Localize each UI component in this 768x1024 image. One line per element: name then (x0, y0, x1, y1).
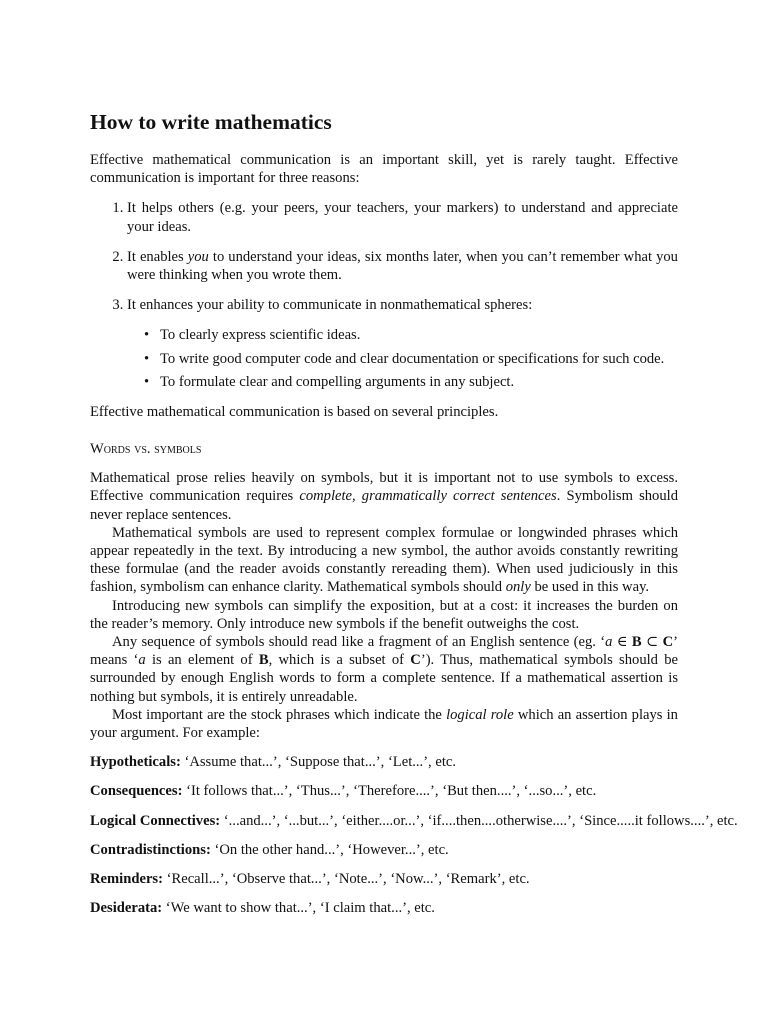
math-symbol: B (258, 652, 269, 669)
paragraph-text: which an assertion plays in your argument. For example: (90, 706, 678, 742)
paragraph-text: ’). Thus, mathematical symbols should be surrounded by enough English words to form a complete sentence. If a mathematical assertion is nothing but symbols, it is entirely unreadable. (90, 652, 679, 705)
reason-text: It enables (127, 248, 188, 265)
phrase-examples: ‘Assume that...’, ‘Suppose that...’, ‘Let...’, etc. (184, 754, 457, 771)
list-item (90, 812, 750, 830)
math-symbol: C (662, 634, 674, 651)
reason-emphasis: you (187, 248, 209, 265)
paragraph-text: , which is a subset of (268, 652, 411, 669)
phrase-examples: ‘Recall...’, ‘Observe that...’, ‘Note...’, ‘Now...’, ‘Remark’, etc. (166, 871, 530, 888)
list-item (90, 870, 750, 888)
reason-item (127, 248, 678, 284)
math-symbol: a (605, 634, 613, 651)
reason-text: It helps others (e.g. your peers, your teachers, your markers) to understand and appreciate your ideas. (127, 200, 678, 235)
paragraph-text: Most important are the stock phrases which indicate the (112, 706, 447, 723)
section-heading: Words vs. symbols (90, 441, 202, 458)
paragraph-text: is an element of (145, 652, 259, 669)
page-title: How to write mathematics (90, 110, 332, 134)
list-item (90, 782, 750, 800)
list-item (144, 350, 678, 368)
spheres-list (127, 326, 678, 391)
reasons-list (90, 199, 678, 391)
bullet-icon: • (144, 350, 150, 367)
paragraph-text: Any sequence of symbols should read like a fragment of an English sentence (eg. ‘ (112, 634, 606, 651)
phrase-examples: ‘...and...’, ‘...but...’, ‘either....or...’, ‘if....then....otherwise....’, ‘Since.....it follows....’, etc. (223, 812, 738, 829)
list-item-text: To clearly express scientific ideas. (160, 327, 361, 344)
math-operator: ∈ (612, 634, 632, 651)
phrase-term: Hypotheticals: (90, 754, 181, 771)
phrase-examples: ‘It follows that...’, ‘Thus...’, ‘Therefore....’, ‘But then....’, ‘...so...’, etc. (186, 783, 597, 800)
reason-item (127, 199, 678, 235)
reason-text: to understand your ideas, six months later, when you can’t remember what you were thinking when you wrote them. (127, 248, 678, 284)
paragraph-text: . Symbolism should never replace sentences. (90, 488, 678, 523)
phrase-examples: ‘We want to show that...’, ‘I claim that...’, etc. (165, 900, 435, 917)
list-item-text: To formulate clear and compelling arguments in any subject. (160, 373, 515, 390)
math-operator: ⊂ (641, 634, 663, 651)
paragraph-text: Mathematical symbols are used to represent complex formulae or longwinded phrases which appear repeatedly in the text. By introducing a new symbol, the author avoids constantly rewriting these formulae (and the reader avoids constantly rereading them). When used judiciously in this fashion, symbolism can enhance clarity. Mathematical symbols should (90, 524, 678, 596)
paragraph-emphasis: only (505, 579, 531, 596)
stock-phrases-list (90, 753, 738, 917)
paragraph-text: Mathematical prose relies heavily on symbols, but it is important not to use symbols to excess. Effective communication requires (90, 470, 678, 505)
math-symbol: C (410, 652, 421, 669)
phrase-examples: ‘On the other hand...’, ‘However...’, etc. (214, 841, 449, 858)
bullet-icon: • (144, 327, 150, 344)
paragraph-emphasis: complete, grammatically correct sentences (299, 488, 557, 505)
paragraph-text: be used in this way. (530, 579, 650, 596)
reason-item (127, 296, 678, 391)
phrase-term: Desiderata: (90, 900, 163, 917)
intro-paragraph: Effective mathematical communication is an important skill, yet is rarely taught. Effective communication is important for three reasons: (90, 152, 678, 187)
paragraph-emphasis: logical role (446, 706, 514, 723)
bullet-icon: • (144, 373, 150, 390)
phrase-term: Logical Connectives: (90, 812, 221, 829)
list-item (90, 753, 750, 771)
list-item (90, 841, 750, 859)
phrase-term: Contradistinctions: (90, 841, 211, 858)
principles-paragraph: Effective mathematical communication is based on several principles. (90, 404, 499, 421)
paragraph-text: ’ means ‘ (90, 634, 678, 669)
paragraph (90, 633, 678, 706)
paragraph (90, 706, 678, 742)
list-item (90, 899, 750, 917)
phrase-term: Reminders: (90, 871, 163, 888)
list-item (144, 326, 678, 344)
math-symbol: B (631, 634, 642, 651)
paragraph (90, 469, 678, 524)
document-page (90, 108, 738, 929)
paragraph (90, 524, 678, 597)
math-symbol: a (138, 652, 146, 669)
reason-text: It enhances your ability to communicate in nonmathematical spheres: (127, 297, 533, 314)
list-item-text: To write good computer code and clear documentation or specifications for such code. (160, 350, 665, 367)
paragraph: Introducing new symbols can simplify the exposition, but at a cost: it increases the burden on the reader’s memory. Only introduce new symbols if the benefit outweighs the cost. (90, 597, 678, 632)
phrase-term: Consequences: (90, 783, 183, 800)
list-item (144, 373, 678, 391)
